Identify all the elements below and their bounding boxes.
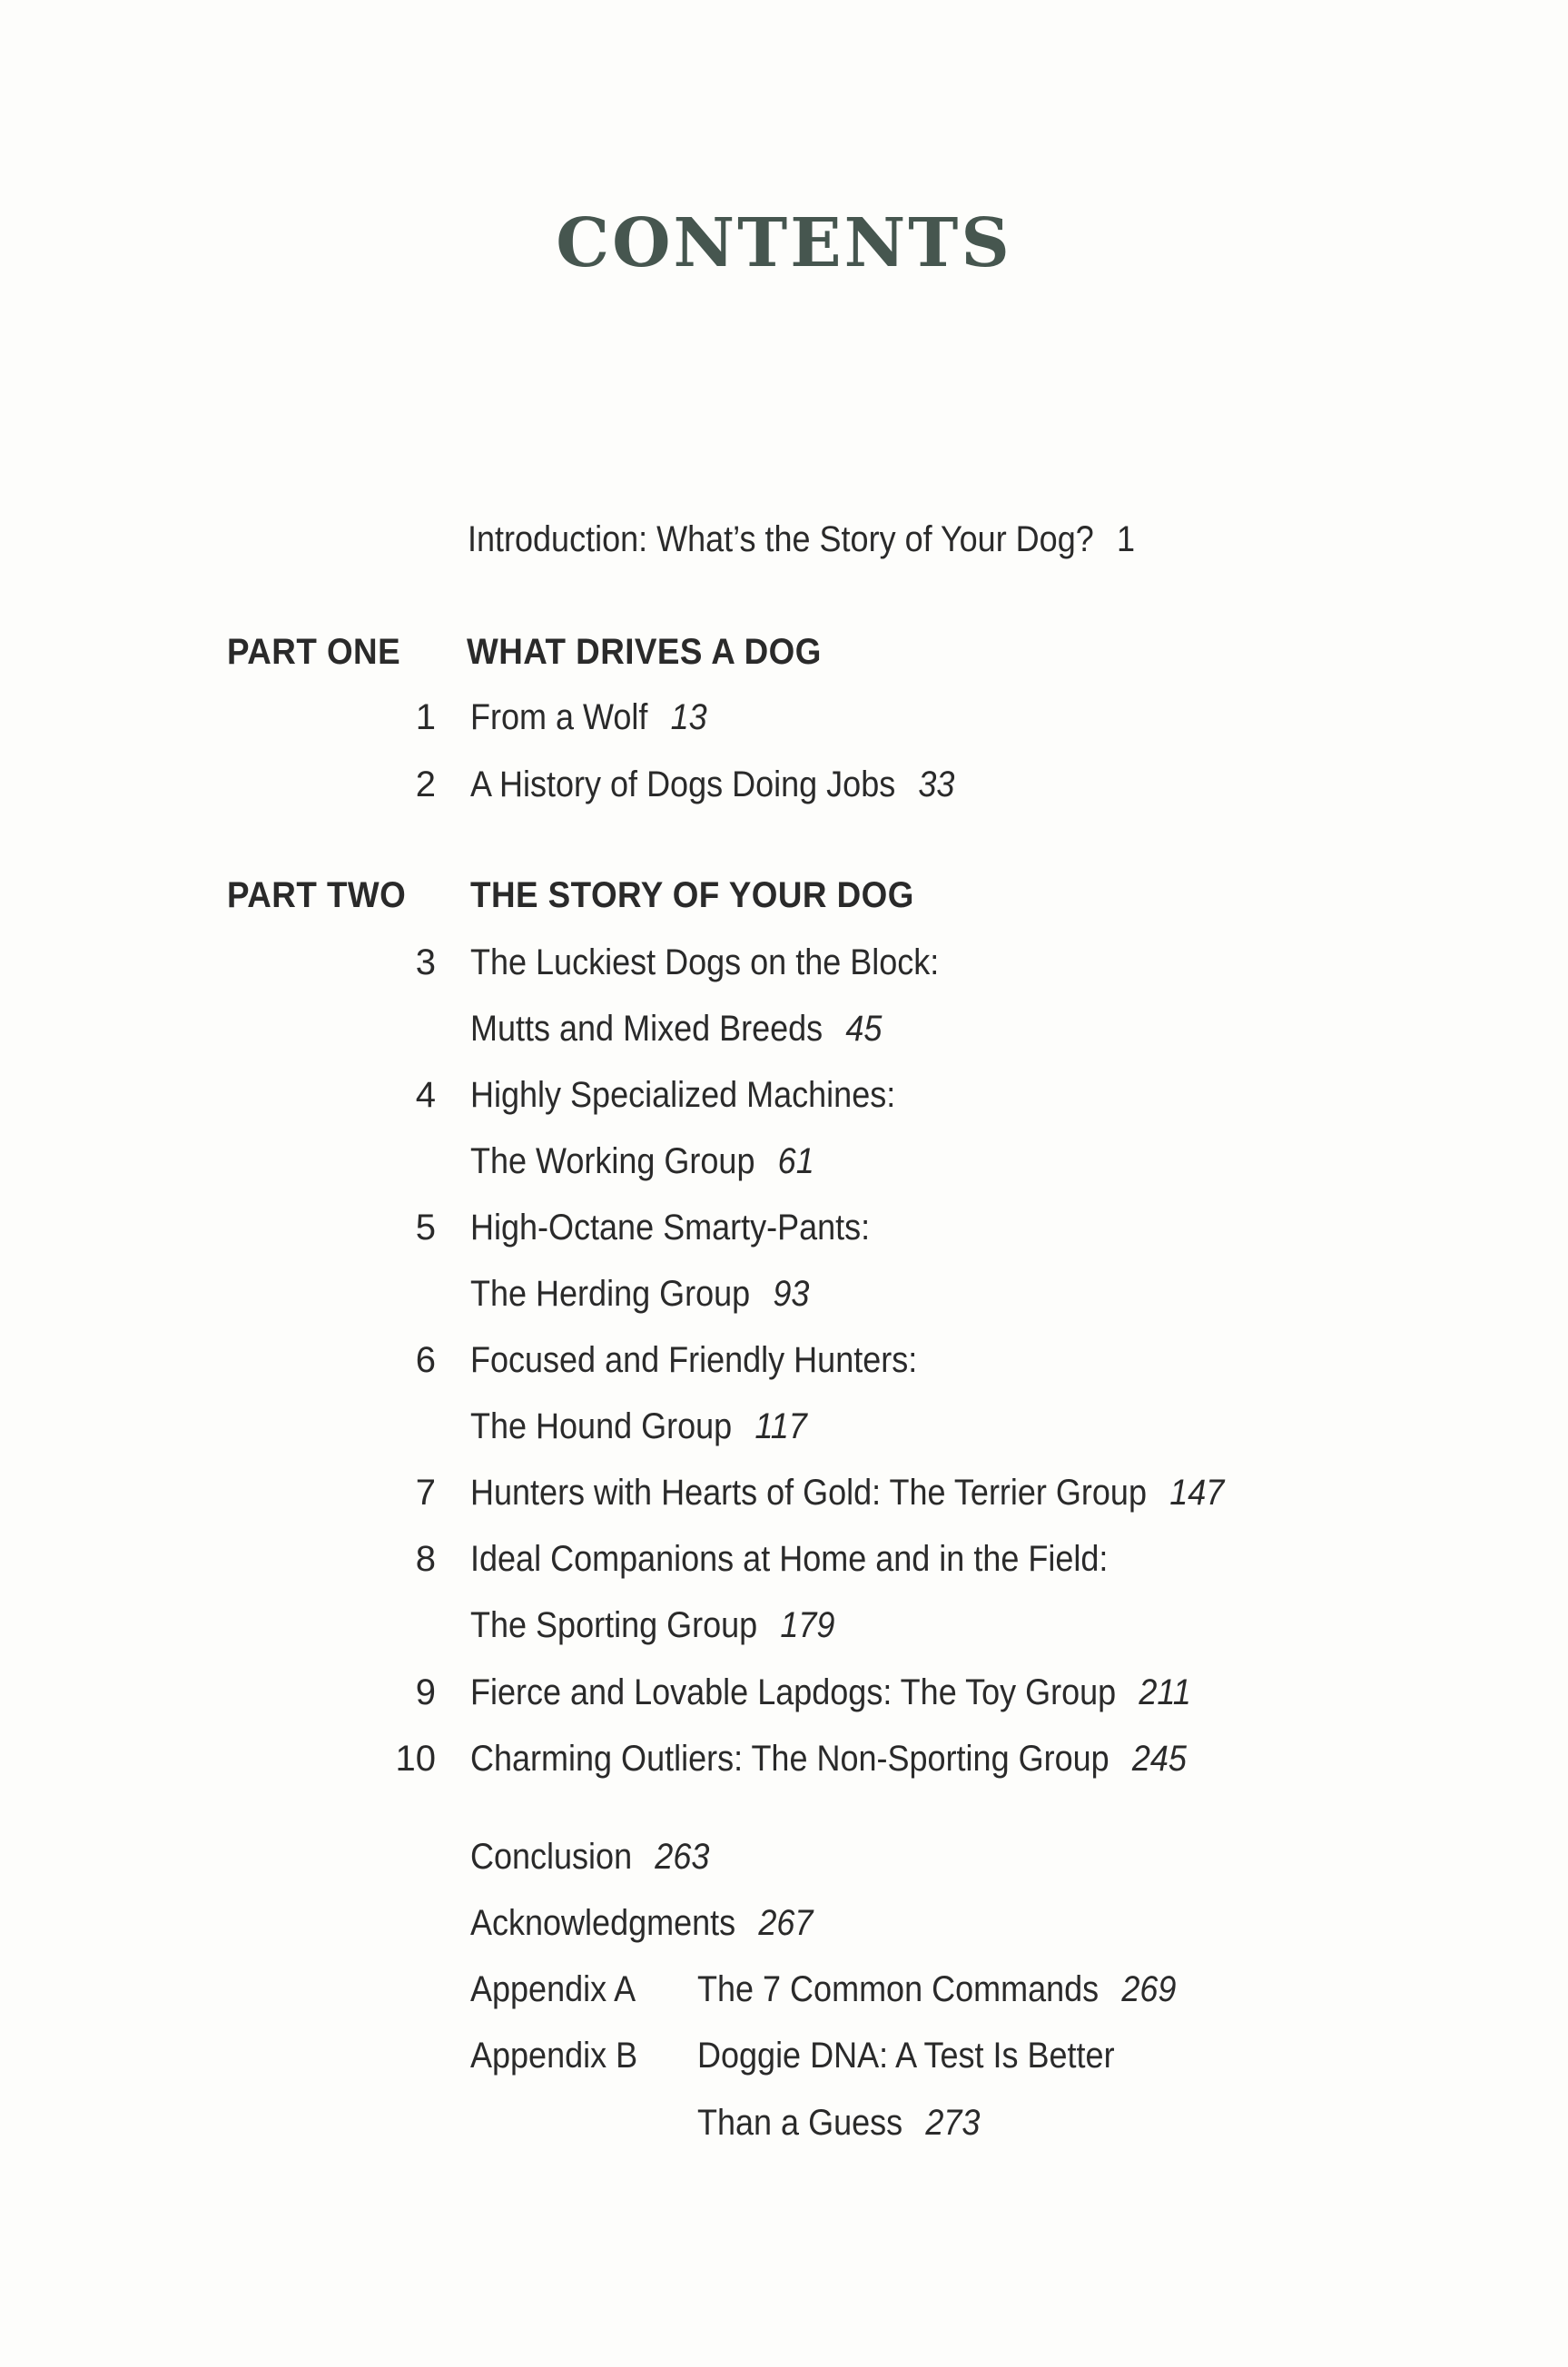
appendix-a-label: Appendix A (470, 1969, 636, 2009)
chapter-number: 1 (415, 697, 436, 737)
chapter-number: 5 (415, 1208, 436, 1248)
chapter-number: 2 (415, 764, 436, 804)
page-number: 93 (773, 1274, 810, 1314)
entry-title: Doggie DNA: A Test Is Better (697, 2036, 1115, 2076)
entry-title: The Luckiest Dogs on the Block: (470, 942, 940, 982)
page-number: 273 (925, 2103, 981, 2143)
entry-title: From a Wolf (470, 697, 648, 737)
page-number: 263 (655, 1837, 710, 1877)
entry-title: Mutts and Mixed Breeds (470, 1009, 823, 1049)
page-number: 147 (1169, 1473, 1225, 1513)
entry-title: The 7 Common Commands (697, 1969, 1100, 2009)
entry-title: High-Octane Smarty-Pants: (470, 1208, 871, 1248)
chapter-number: 9 (415, 1672, 436, 1712)
toc-chapter-2[interactable] (470, 763, 954, 806)
toc-chapter-8-cont[interactable] (470, 1603, 834, 1647)
toc-introduction[interactable] (468, 518, 1135, 561)
page-number: 61 (777, 1141, 814, 1181)
toc-chapter-1[interactable] (470, 695, 707, 739)
chapter-number: 8 (415, 1539, 436, 1579)
toc-chapter-4-cont[interactable] (470, 1139, 814, 1183)
toc-chapter-4[interactable] (470, 1073, 895, 1117)
entry-title: Than a Guess (697, 2103, 903, 2143)
page-number: 211 (1139, 1672, 1191, 1712)
part-one-heading: WHAT DRIVES A DOG (467, 632, 822, 672)
toc-chapter-6[interactable] (470, 1338, 917, 1382)
page-number: 1 (1116, 519, 1135, 559)
entry-title: Acknowledgments (470, 1903, 736, 1943)
toc-chapter-10[interactable] (470, 1737, 1187, 1780)
toc-conclusion[interactable] (470, 1835, 709, 1879)
page-number: 45 (845, 1009, 883, 1049)
page-number: 179 (780, 1605, 835, 1645)
page-number: 33 (918, 764, 955, 804)
entry-title: Focused and Friendly Hunters: (470, 1340, 918, 1380)
toc-chapter-7[interactable] (470, 1471, 1224, 1514)
toc-chapter-6-cont[interactable] (470, 1405, 807, 1448)
chapter-number: 7 (415, 1473, 436, 1513)
chapter-number: 3 (415, 942, 436, 982)
entry-title: The Herding Group (470, 1274, 751, 1314)
page-number: 245 (1131, 1739, 1187, 1779)
page-number: 269 (1121, 1969, 1177, 2009)
toc-chapter-5[interactable] (470, 1206, 870, 1249)
page-number: 267 (758, 1903, 814, 1943)
part-one-label: PART ONE (227, 632, 401, 672)
appendix-b-label: Appendix B (470, 2036, 638, 2076)
page-number: 13 (670, 697, 707, 737)
entry-title: The Working Group (470, 1141, 755, 1181)
entry-title: Ideal Companions at Home and in the Field: (470, 1539, 1109, 1579)
entry-title: Charming Outliers: The Non-Sporting Group (470, 1739, 1109, 1779)
entry-title: Highly Specialized Machines: (470, 1075, 896, 1115)
chapter-number: 6 (415, 1340, 436, 1380)
toc-acknowledgments[interactable] (470, 1901, 813, 1945)
part-two-heading: THE STORY OF YOUR DOG (470, 875, 914, 915)
entry-title: Hunters with Hearts of Gold: The Terrier Group (470, 1473, 1147, 1513)
toc-appendix-b-cont[interactable] (697, 2101, 980, 2145)
entry-title: The Sporting Group (470, 1605, 758, 1645)
toc-appendix-b[interactable] (697, 2034, 1115, 2077)
page-number: 117 (754, 1406, 807, 1446)
entry-title: A History of Dogs Doing Jobs (470, 764, 896, 804)
toc-chapter-3[interactable] (470, 941, 939, 984)
toc-chapter-5-cont[interactable] (470, 1272, 809, 1316)
toc-chapter-8[interactable] (470, 1537, 1108, 1581)
toc-appendix-a[interactable] (697, 1968, 1176, 2011)
entry-title: The Hound Group (470, 1406, 733, 1446)
chapter-number: 4 (415, 1075, 436, 1115)
part-two-label: PART TWO (227, 875, 407, 915)
chapter-number: 10 (395, 1739, 436, 1779)
entry-title: Fierce and Lovable Lapdogs: The Toy Group (470, 1672, 1117, 1712)
toc-chapter-9[interactable] (470, 1671, 1191, 1714)
entry-title: Conclusion (470, 1837, 633, 1877)
page-title: CONTENTS (556, 204, 1012, 282)
entry-title: Introduction: What’s the Story of Your Dog? (468, 519, 1094, 559)
toc-chapter-3-cont[interactable] (470, 1007, 882, 1050)
